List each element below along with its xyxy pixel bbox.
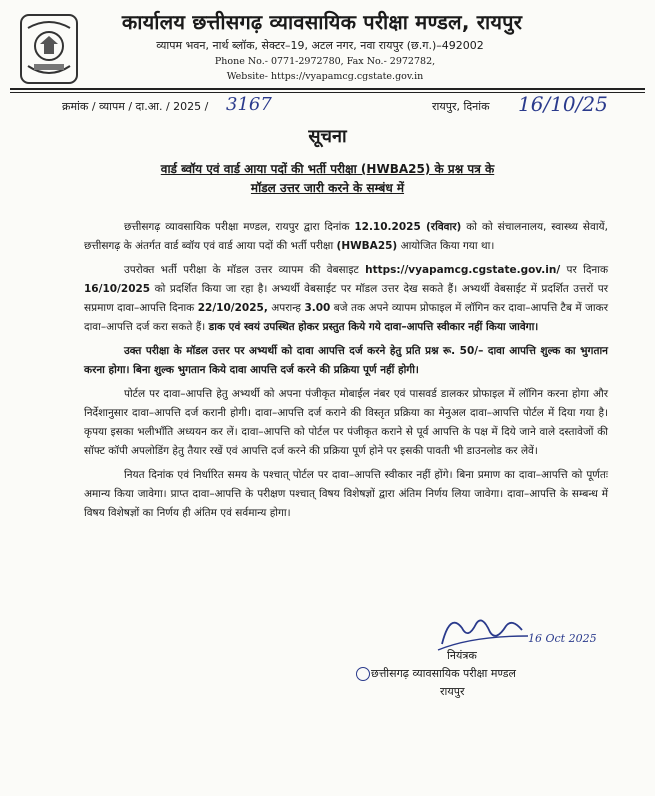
- signatory-city: रायपुर: [440, 685, 465, 698]
- header-rule: [10, 88, 645, 90]
- org-address: व्यापम भवन, नार्थ ब्लॉक, सेक्टर–19, अटल नगर, नवा रायपुर (छ.ग.)–492002: [156, 39, 484, 52]
- paragraph-3: उक्त परीक्षा के मॉडल उत्तर पर अभ्यर्थी को दावा आपत्ति दर्ज करने हेतु प्रति प्रश्न रू. 50/– दावा आपत्ति शुल्क का भुगतान करना होगा। बिना शुल्क भुगतान किये दावा आपत्ति दर्ज करने की प्रक्रिया पूर्ण नहीं होगी।: [84, 345, 608, 376]
- signatory-organization: छत्तीसगढ़ व्यावसायिक परीक्षा मण्डल: [371, 667, 517, 680]
- org-contact: Phone No.- 0771-2972780, Fax No.- 2972782,: [214, 56, 436, 67]
- notice-body: [84, 218, 608, 528]
- p2-text-c: को प्रदर्शित किया जा रहा है। अभ्यर्थी वेबसाईट पर मॉडल उत्तर देख सकते हैं। अभ्यर्थी वेबसाईट में प्रदर्शित उत्तरों पर सप्रमाण दावा–आपत्ति दिनाक: [84, 283, 608, 314]
- p2-website-link[interactable]: https://vyapamcg.cgstate.gov.in/: [365, 264, 561, 276]
- subject-line-1: [0, 160, 655, 177]
- p2-text-e: बजे तक अपने व्यापम प्रोफाइल में लॉगिन कर दावा–आपत्ति टैब में जाकर दावा–आपत्ति दर्ज करा सकते हैं।: [84, 302, 608, 333]
- paragraph-4: पोर्टल पर दावा–आपत्ति हेतु अभ्यर्थी को अपना पंजीकृत मोबाईल नंबर एवं पासवर्ड डालकर प्रोफाइल में लॉगिन करना होगा और निर्देशानुसार दावा–आपत्ति दर्ज करानी होगी। दावा–आपत्ति दर्ज कराने की विस्तृत प्रक्रिया का मेनुअल दावा–आपत्ति पोर्टल में दिया गया है। कृपया इसका भलीभाँति अध्ययन कर लें। दावा–आपत्ति को पोर्टल पर पंजीकृत कराने से पूर्व आपत्ति के पक्ष में दिये जाने वाले दस्तावेजों की सॉफ्ट कॉपी अपलोडिंग हेतु तैयार रखें एवं आपत्ति दर्ज करने की प्रक्रिया पूर्ण होने पर इसकी पावती भी डाउनलोड कर लेवें।: [84, 388, 608, 457]
- subject-line-2: [0, 179, 655, 196]
- p2-bold-note: डाक एवं स्वयं उपस्थित होकर प्रस्तुत किये गये दावा–आपत्ति स्वीकार नहीं किया जावेगा।: [208, 321, 539, 333]
- paragraph-5: नियत दिनांक एवं निर्धारित समय के पश्चात् पोर्टल पर दावा–आपत्ति स्वीकार नहीं होंगे। बिना प्रमाण का दावा–आपत्ति को पूर्णतः अमान्य किया जावेगा। प्राप्त दावा–आपत्ति के परीक्षण पश्चात् विषय विशेषज्ञों द्वारा अंतिम निर्णय लिया जावेगा। दावा–आपत्ति के सम्बन्ध में विषय विशेषज्ञों का निर्णय ही अंतिम एवं सर्वमान्य होगा।: [84, 469, 608, 519]
- reference-number-handwritten: 3167: [226, 94, 272, 115]
- p1-exam-code: (HWBA25): [336, 240, 398, 252]
- p2-text-d: अपरान्ह: [267, 302, 305, 314]
- reference-number-label: क्रमांक / व्यापम / दा.आ. / 2025 /: [62, 100, 209, 113]
- p1-exam-date: 12.10.2025 (रविवार): [354, 221, 462, 233]
- org-website[interactable]: Website- https://vyapamcg.cgstate.gov.in: [226, 71, 424, 82]
- p2-deadline-time: 3.00: [304, 302, 331, 314]
- p1-text-c: आयोजित किया गया था।: [397, 240, 495, 252]
- subject-line-2-text: मॉडल उत्तर जारी करने के सम्बंध में: [250, 181, 405, 195]
- p2-text-a: उपरोक्त भर्ती परीक्षा के मॉडल उत्तर व्यापम की वेबसाइट: [124, 264, 366, 276]
- paragraph-1: [84, 218, 608, 256]
- signature-date: 16 Oct 2025: [528, 632, 597, 645]
- p2-text-b: पर दिनाक: [560, 264, 609, 276]
- date-label: रायपुर, दिनांक: [432, 100, 490, 113]
- notice-heading: सूचना: [308, 126, 347, 147]
- p1-text-b: को को संचालनालय, स्वास्थ्य सेवायें, छत्तीसगढ़ के अंतर्गत वार्ड ब्वॉय एवं वार्ड आया पदों की भर्ती परीक्षा: [84, 221, 608, 252]
- paragraph-2: [84, 261, 608, 337]
- p2-publish-date: 16/10/2025: [84, 283, 151, 295]
- signatory-designation: नियंत्रक: [447, 649, 477, 662]
- vyapam-logo-icon: [20, 14, 78, 84]
- subject-line-1-text: वार्ड ब्वॉय एवं वार्ड आया पदों की भर्ती परीक्षा (HWBA25) के प्रश्न पत्र के: [160, 162, 495, 176]
- date-handwritten: 16/10/25: [518, 92, 608, 116]
- p1-text-a: छत्तीसगढ़ व्यावसायिक परीक्षा मण्डल, रायपुर द्वारा दिनांक: [124, 221, 355, 233]
- p2-deadline-date: 22/10/2025,: [197, 302, 268, 314]
- org-title: कार्यालय छत्तीसगढ़ व्यावसायिक परीक्षा मण्डल, रायपुर: [121, 10, 523, 34]
